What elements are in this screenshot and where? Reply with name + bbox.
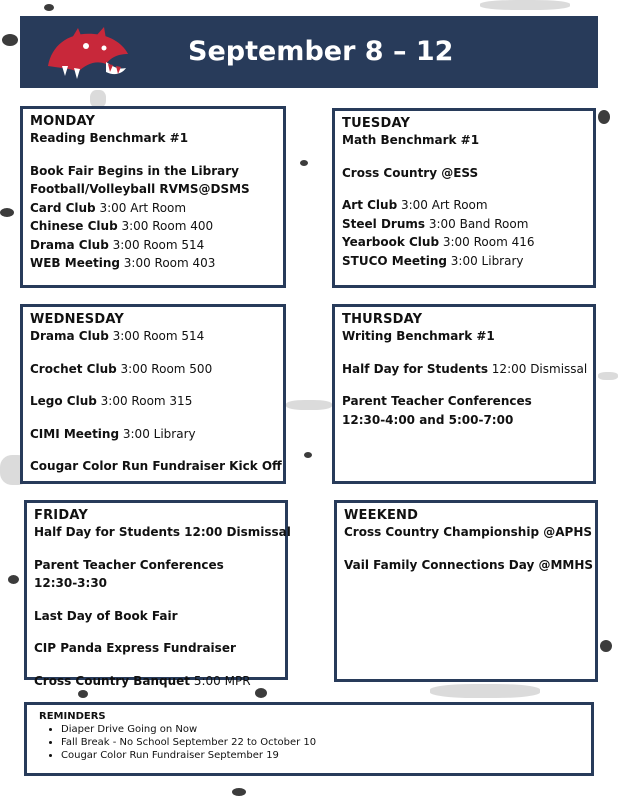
thursday-heading: THURSDAY xyxy=(342,312,423,327)
event-row: Yearbook Club 3:00 Room 416 xyxy=(342,235,535,249)
reminders-heading: REMINDERS xyxy=(39,711,106,722)
event-row: 12:30-3:30 xyxy=(34,576,108,590)
event-row: Writing Benchmark #1 xyxy=(342,329,495,343)
page-header xyxy=(20,16,598,88)
event-row: Chinese Club 3:00 Room 400 xyxy=(30,219,214,233)
event-row: Cross Country Banquet 5:00 MPR xyxy=(34,673,251,688)
reminder-item: • Diaper Drive Going on Now xyxy=(61,723,579,736)
tuesday-box xyxy=(332,108,596,288)
friday-box xyxy=(24,500,291,688)
reminder-item: • Fall Break - No School September 22 to October 10 xyxy=(61,736,579,749)
event-row: Half Day for Students 12:00 Dismissal xyxy=(34,525,291,539)
weekend-heading: WEEKEND xyxy=(344,508,419,523)
event-row: Math Benchmark #1 xyxy=(342,133,480,147)
event-row: CIP Panda Express Fundraiser xyxy=(34,641,236,655)
event-row: Art Club 3:00 Art Room xyxy=(342,198,488,212)
monday-heading: MONDAY xyxy=(30,114,96,129)
event-row: Cougar Color Run Fundraiser Kick Off xyxy=(30,459,282,473)
event-row: Reading Benchmark #1 xyxy=(30,131,189,145)
event-row: Card Club 3:00 Art Room xyxy=(30,200,187,215)
event-row: 12:30-4:00 and 5:00-7:00 xyxy=(342,412,514,427)
reminder-item: • Cougar Color Run Fundraiser September 19 xyxy=(61,749,579,762)
event-row: STUCO Meeting 3:00 Library xyxy=(342,253,524,268)
event-row: Lego Club 3:00 Room 315 xyxy=(30,394,193,408)
event-row: Crochet Club 3:00 Room 500 xyxy=(30,361,213,376)
friday-heading: FRIDAY xyxy=(34,508,88,523)
tuesday-heading: TUESDAY xyxy=(342,116,411,131)
reminders-list xyxy=(39,723,579,762)
event-row: Steel Drums 3:00 Band Room xyxy=(342,216,529,231)
monday-box xyxy=(20,106,286,288)
thursday-box xyxy=(332,304,596,484)
event-row: WEB Meeting 3:00 Room 403 xyxy=(30,256,216,270)
page-title: September 8 – 12 xyxy=(188,36,454,67)
event-row: Drama Club 3:00 Room 514 xyxy=(30,329,205,343)
reminders-box xyxy=(24,702,594,776)
event-row: Last Day of Book Fair xyxy=(34,608,178,623)
event-row: Parent Teacher Conferences xyxy=(342,394,532,408)
event-row: Cross Country @ESS xyxy=(342,165,479,180)
cougar-mascot-logo-icon xyxy=(42,24,134,82)
weekend-box xyxy=(334,500,598,682)
wednesday-box xyxy=(20,304,286,484)
event-row: Book Fair Begins in the Library xyxy=(30,163,239,178)
event-row: Drama Club 3:00 Room 514 xyxy=(30,237,205,252)
event-row: Cross Country Championship @APHS xyxy=(344,525,592,539)
event-row: Parent Teacher Conferences xyxy=(34,557,224,572)
event-row: Football/Volleyball RVMS@DSMS xyxy=(30,182,250,196)
event-row: Half Day for Students 12:00 Dismissal xyxy=(342,361,588,376)
event-row: Vail Family Connections Day @MMHS xyxy=(344,557,594,572)
event-row: CIMI Meeting 3:00 Library xyxy=(30,426,196,441)
wednesday-heading: WEDNESDAY xyxy=(30,312,124,327)
